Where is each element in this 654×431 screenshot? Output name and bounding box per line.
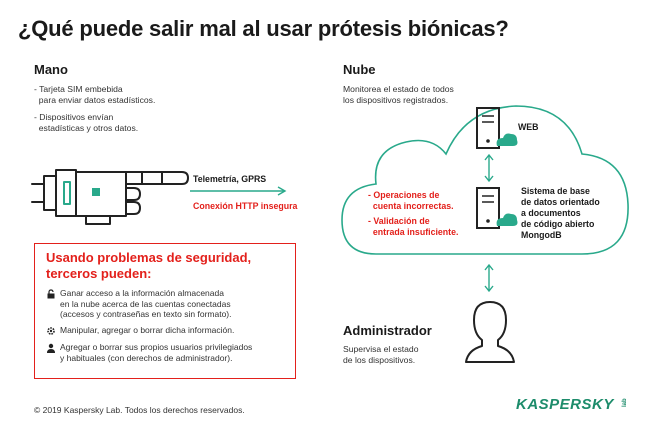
arrow-right-icon: [190, 186, 290, 196]
kaspersky-logo-lab: lab: [622, 398, 628, 407]
gear-icon: [46, 326, 56, 336]
threat-item-2: Manipular, agregar o borrar dicha información.: [60, 325, 235, 335]
lock-icon: [46, 289, 56, 299]
admin-heading: Administrador: [343, 323, 432, 338]
issue-account-ops: - Operaciones de cuenta incorrectas.: [368, 190, 454, 211]
copyright-footer: © 2019 Kaspersky Lab. Todos los derechos reservados.: [34, 405, 245, 415]
bionic-hand-icon: [30, 158, 190, 230]
kaspersky-logo: KASPERSKY: [516, 396, 614, 413]
page-title: ¿Qué puede salir mal al usar prótesis biónicas?: [18, 16, 509, 41]
mano-item-2: - Dispositivos envían estadísticas y otros datos.: [34, 112, 139, 133]
issue-input-validation: - Validación de entrada insuficiente.: [368, 216, 459, 237]
admin-desc: Supervisa el estado de los dispositivos.: [343, 344, 419, 365]
threats-title: Usando problemas de seguridad, terceros pueden:: [46, 250, 252, 281]
nube-heading: Nube: [343, 62, 376, 77]
db-server-icon: [475, 186, 519, 232]
db-label: Sistema de base de datos orientado a documentos de código abierto MongodB: [521, 186, 600, 240]
double-arrow-icon: [483, 154, 495, 182]
threat-item-1: Ganar acceso a la información almacenada en la nube acerca de las cuentas conectadas (accesos y contraseñas en texto sin formato).: [60, 288, 232, 319]
web-label: WEB: [518, 122, 539, 132]
person-icon: [46, 343, 56, 353]
threat-item-3: Agregar o borrar sus propios usuarios privilegiados y habituales (con derechos de administrador).: [60, 342, 253, 363]
insecure-connection-label: Conexión HTTP insegura: [193, 201, 298, 211]
mano-heading: Mano: [34, 62, 68, 77]
web-server-icon: [475, 106, 519, 152]
mano-item-1: - Tarjeta SIM embebida para enviar datos estadísticos.: [34, 84, 156, 105]
admin-person-icon: [462, 298, 518, 364]
double-arrow-icon: [483, 264, 495, 292]
telemetry-label: Telemetría, GPRS: [193, 174, 267, 184]
nube-desc: Monitorea el estado de todos los dispositivos registrados.: [343, 84, 454, 105]
